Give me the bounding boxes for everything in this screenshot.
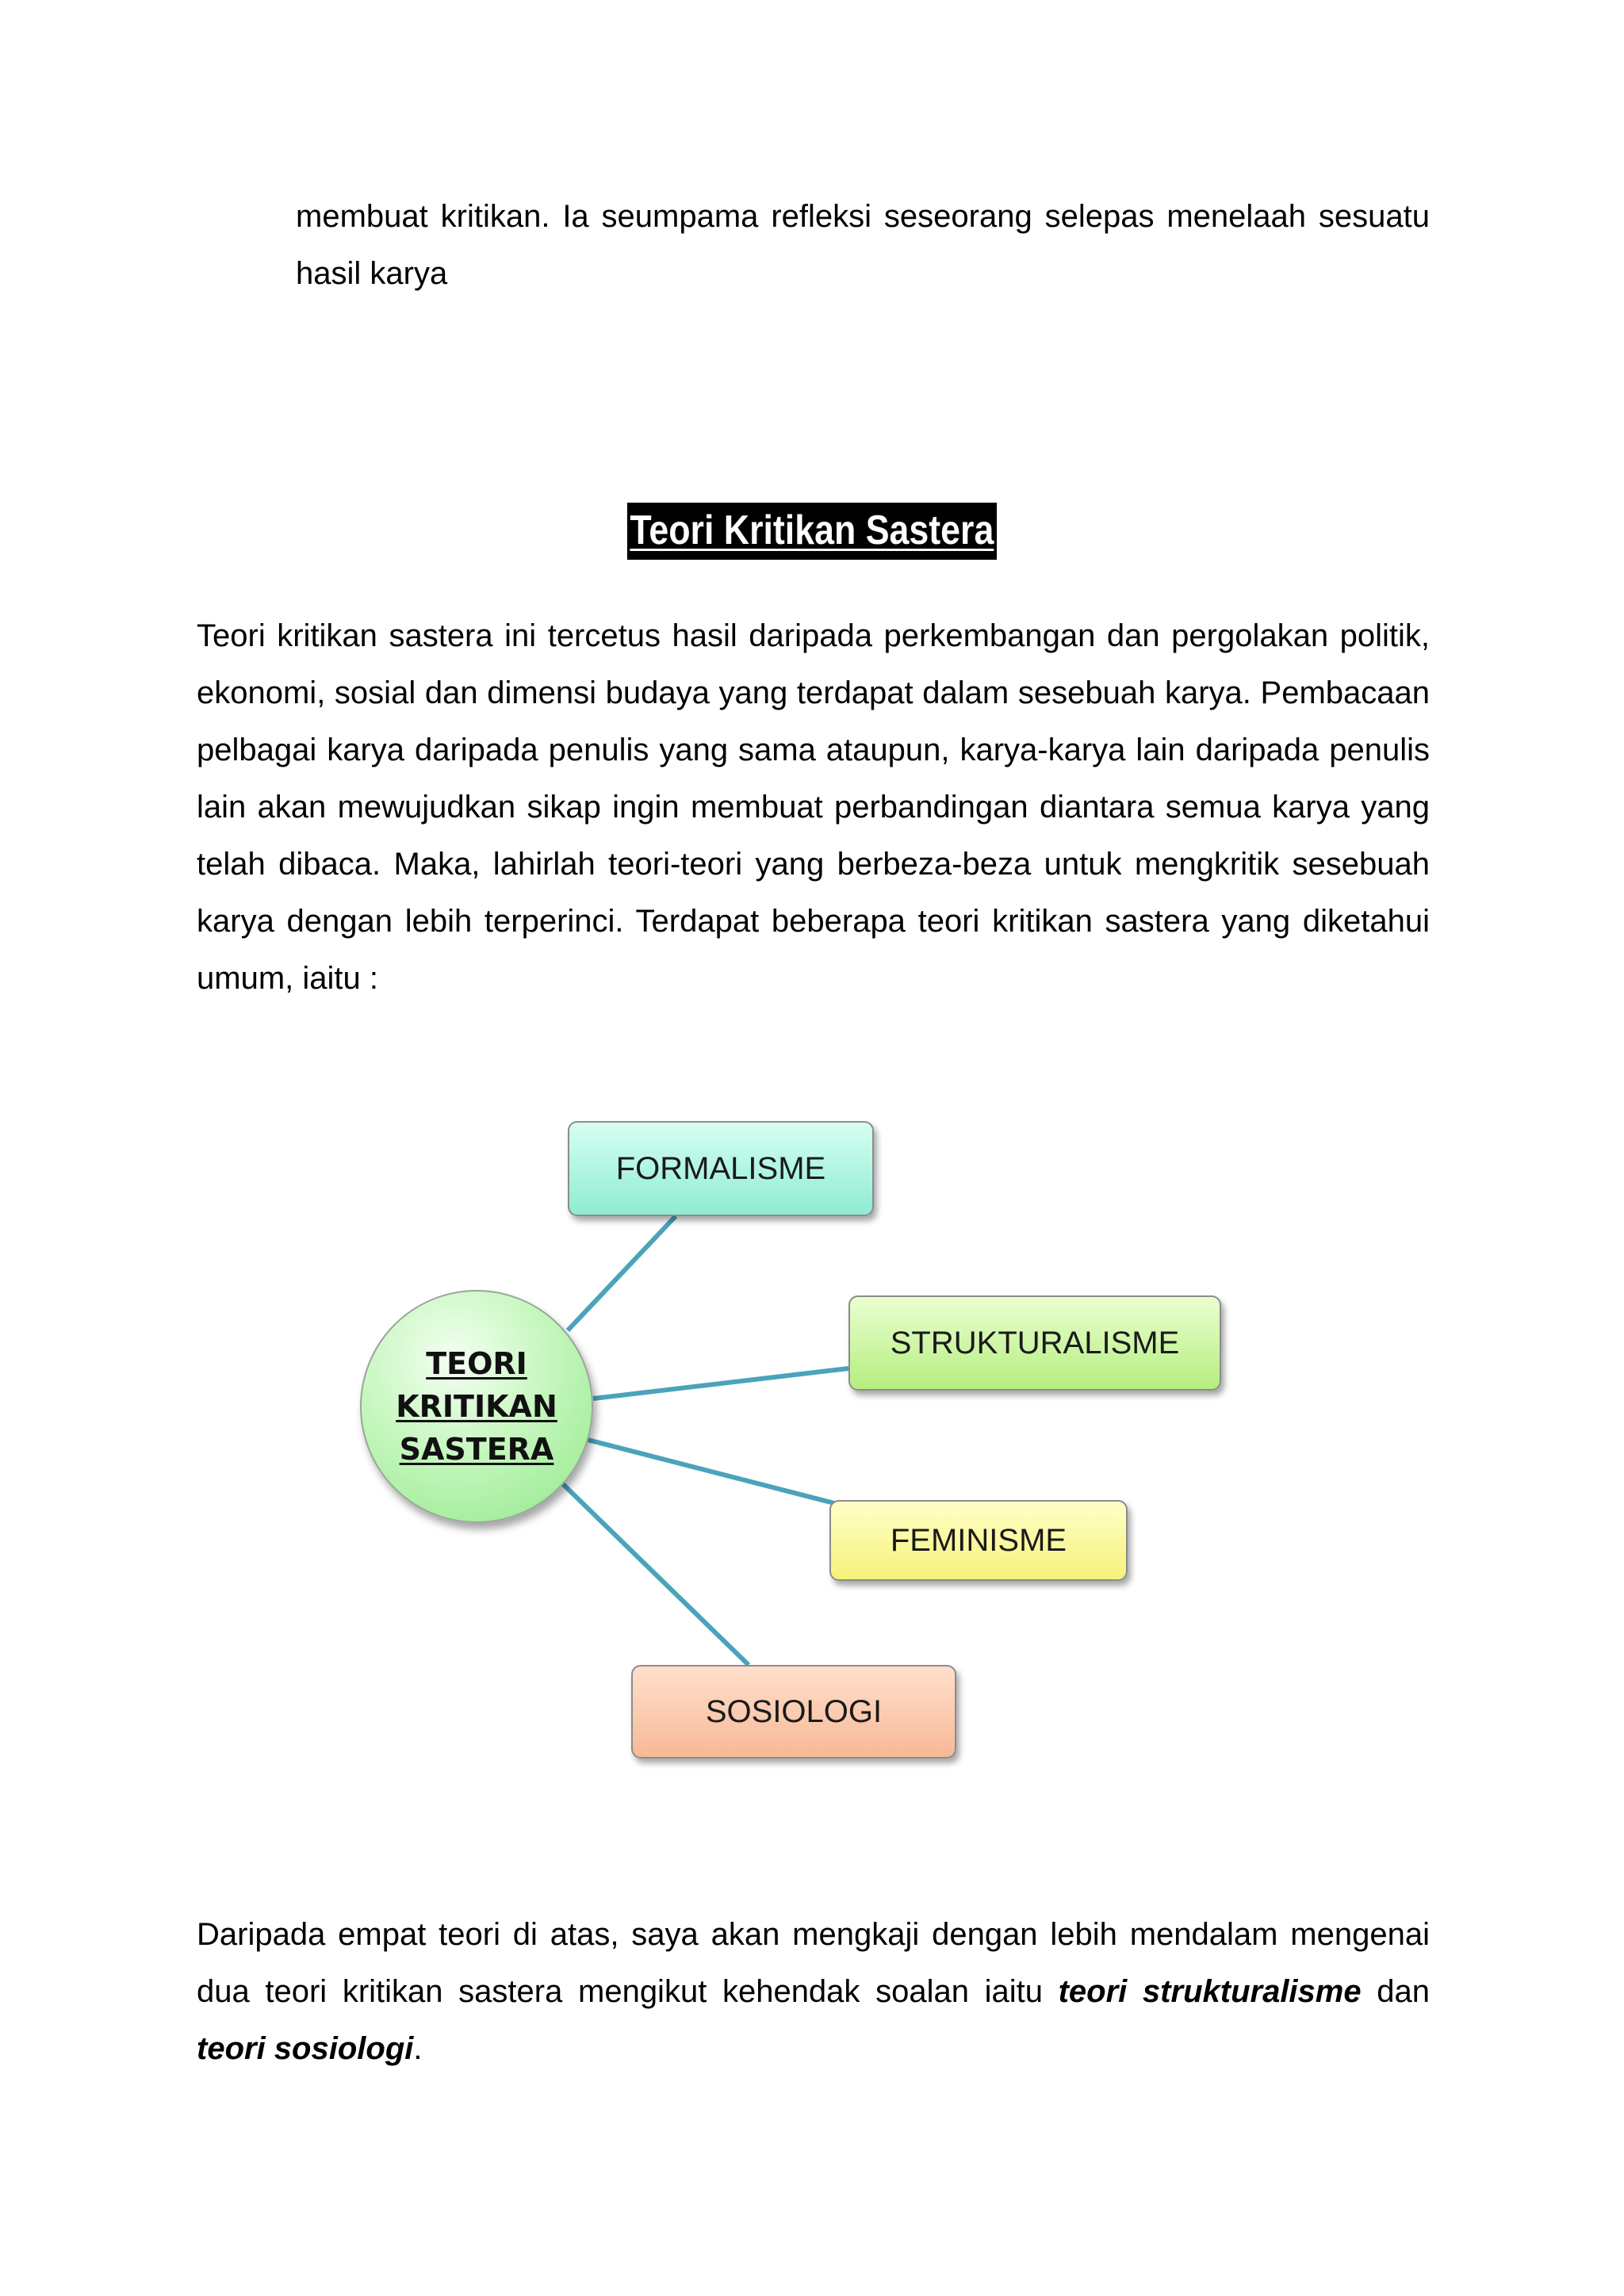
center-node-label: TEORI KRITIKAN SASTERA (396, 1346, 557, 1467)
connector-sosiologi (563, 1484, 749, 1665)
node-feminisme: FEMINISME (829, 1500, 1128, 1581)
center-node (360, 1290, 593, 1523)
intro-paragraph: membuat kritikan. Ia seumpama refleksi seseorang selepas menelaah sesuatu hasil karya (296, 199, 1430, 291)
closing-paragraph (197, 1906, 1430, 2077)
connector-formalisme (568, 1216, 676, 1330)
closing-text-1: Daripada empat teori di atas, saya akan mengkaji dengan lebih mendalam mengenai dua teori kritikan sastera mengikut kehendak soalan iaitu (197, 1917, 1430, 2009)
closing-text-3: . (413, 2031, 423, 2066)
node-formalisme: FORMALISME (568, 1121, 874, 1216)
section-title: Teori Kritikan Sastera (627, 503, 997, 560)
node-strukturalisme: STRUKTURALISME (848, 1295, 1221, 1391)
node-sosiologi: SOSIOLOGI (631, 1665, 956, 1758)
connector-strukturalisme (593, 1368, 848, 1399)
connector-feminisme (588, 1440, 834, 1503)
emphasis-sosiologi: teori sosiologi (197, 2031, 414, 2066)
body-paragraph: Teori kritikan sastera ini tercetus hasil daripada perkembangan dan pergolakan politik, ekonomi, sosial dan dimensi budaya yang terdapat dalam sesebuah karya. Pembacaan pelbagai karya daripada penulis yang sama ataupun, karya-karya lain daripada penulis lain akan mewujudkan sikap ingin membuat perbandingan diantara semua karya yang telah dibaca. Maka, lahirlah teori-teori yang berbeza-beza untuk mengkritik sesebuah karya dengan lebih terperinci. Terdapat beberapa teori kritikan sastera yang diketahui umum, iaitu : (197, 618, 1430, 996)
closing-text-2: dan (1361, 1974, 1430, 2009)
emphasis-strukturalisme: teori strukturalisme (1058, 1974, 1362, 2009)
section-title-wrapper (0, 503, 1624, 560)
